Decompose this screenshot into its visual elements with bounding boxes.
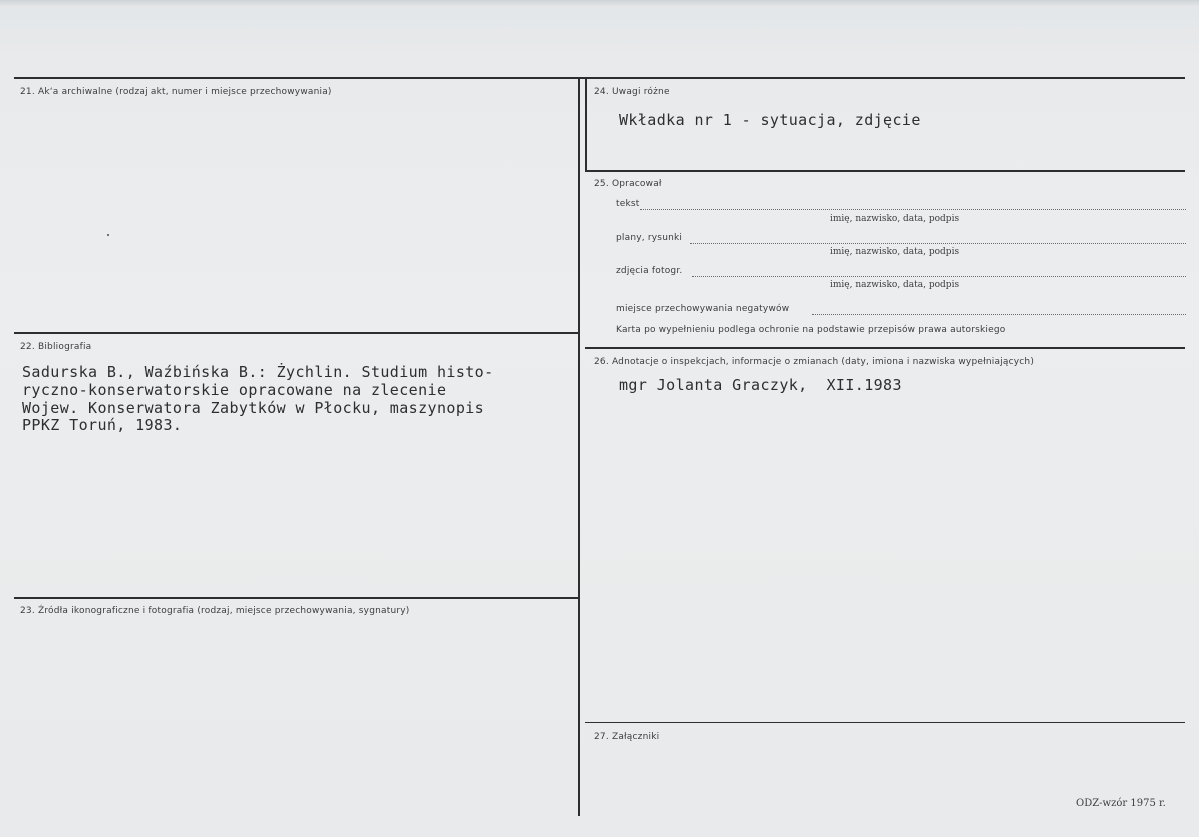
zdjecia-dotted-line: [692, 276, 1186, 277]
negatywy-label: miejsce przechowywania negatywów: [616, 304, 790, 314]
bibliography-line: ryczno-konserwatorskie opracowane na zlecenie: [22, 381, 447, 399]
rule-25-26: [585, 347, 1185, 349]
section-25-label: 25. Opracował: [594, 179, 662, 189]
section-26-label: 26. Adnotacje o inspekcjach, informacje o zmianach (daty, imiona i nazwiska wypełniających): [594, 357, 1035, 367]
zdjecia-hint: imię, nazwisko, data, podpis: [830, 280, 960, 290]
vertical-tick: [585, 78, 587, 170]
ink-speck: [107, 234, 109, 236]
form-footer: ODZ-wzór 1975 r.: [1076, 798, 1166, 809]
zdjecia-label: zdjęcia fotogr.: [616, 266, 683, 276]
annotation-text: mgr Jolanta Graczyk, XII.1983: [619, 376, 902, 394]
rule-24-25: [585, 170, 1185, 172]
bibliography-line: Wojew. Konserwatora Zabytków w Płocku, maszynopis: [22, 399, 485, 417]
section-21-label: 21. Ak‘a archiwalne (rodzaj akt, numer i miejsce przechowywania): [20, 87, 332, 97]
top-rule: [14, 77, 1185, 79]
section-22-label: 22. Bibliografia: [20, 342, 92, 352]
rule-22-23: [14, 597, 580, 599]
rule-21-22: [14, 332, 580, 334]
plany-hint: imię, nazwisko, data, podpis: [830, 247, 960, 257]
section-27-label: 27. Załączniki: [594, 732, 660, 742]
vertical-divider: [578, 78, 580, 816]
copyright-notice: Karta po wypełnieniu podlega ochronie na podstawie przepisów prawa autorskiego: [616, 325, 1006, 335]
card-top-edge: [0, 0, 1199, 6]
tekst-label: tekst: [616, 199, 640, 209]
plany-label: plany, rysunki: [616, 233, 683, 243]
section-23-label: 23. Źródła ikonograficzne i fotografia (rodzaj, miejsce przechowywania, sygnatury): [20, 606, 410, 616]
bibliography-line: Sadurska B., Waźbińska B.: Żychlin. Studium histo-: [22, 363, 494, 381]
plany-dotted-line: [690, 243, 1186, 244]
negatywy-dotted-line: [812, 314, 1186, 315]
remarks-text: Wkładka nr 1 - sytuacja, zdjęcie: [619, 111, 921, 129]
bibliography-line: PPKZ Toruń, 1983.: [22, 416, 183, 434]
rule-26-27: [585, 722, 1185, 723]
tekst-hint: imię, nazwisko, data, podpis: [830, 214, 960, 224]
section-24-label: 24. Uwagi różne: [594, 87, 670, 97]
tekst-dotted-line: [640, 209, 1186, 210]
